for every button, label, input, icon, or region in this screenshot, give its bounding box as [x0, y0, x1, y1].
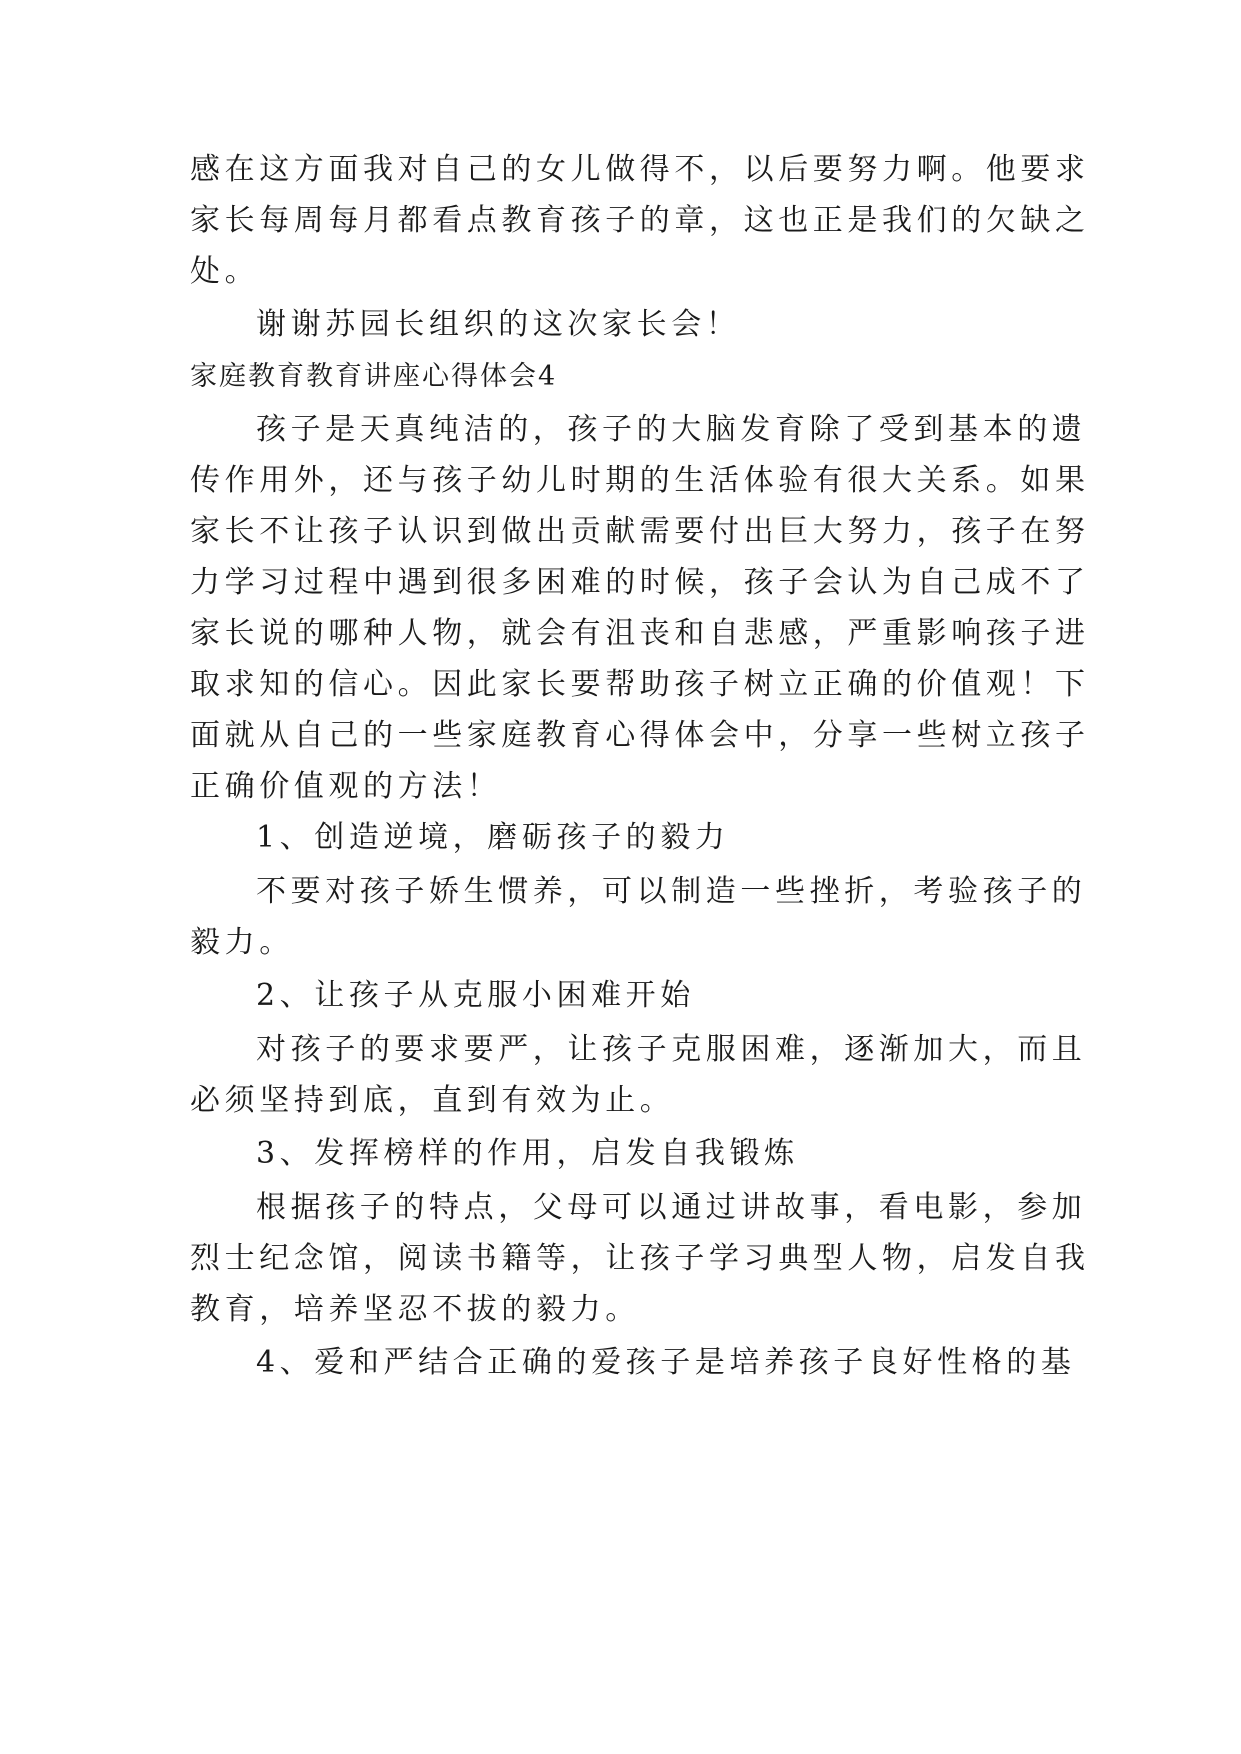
text-line: 家长不让孩子认识到做出贡献需要付出巨大努力，孩子在努 — [190, 514, 1090, 549]
text-line: 孩子是天真纯洁的，孩子的大脑发育除了受到基本的遗 — [256, 412, 1087, 447]
text-line: 处。 — [190, 254, 260, 289]
text-line: 对孩子的要求要严，让孩子克服困难，逐渐加大，而且 — [256, 1032, 1087, 1067]
list-item-heading: 4、爱和严结合正确的爱孩子是培养孩子良好性格的基 — [256, 1345, 1076, 1380]
list-item-heading: 1、创造逆境，磨砺孩子的毅力 — [256, 820, 730, 855]
text-line: 家长每周每月都看点教育孩子的章，这也正是我们的欠缺之 — [190, 203, 1090, 238]
section-heading: 家庭教育教育讲座心得体会4 — [190, 361, 558, 392]
text-line: 力学习过程中遇到很多困难的时候，孩子会认为自己成不了 — [190, 565, 1090, 600]
text-line: 正确价值观的方法！ — [190, 769, 502, 804]
text-line: 根据孩子的特点，父母可以通过讲故事，看电影，参加 — [256, 1190, 1087, 1225]
text-line: 面就从自己的一些家庭教育心得体会中，分享一些树立孩子 — [190, 718, 1090, 753]
text-line: 传作用外，还与孩子幼儿时期的生活体验有很大关系。如果 — [190, 463, 1090, 498]
text-line: 取求知的信心。因此家长要帮助孩子树立正确的价值观！下 — [190, 667, 1090, 702]
list-item-heading: 2、让孩子从克服小困难开始 — [256, 978, 695, 1013]
text-line: 家长说的哪种人物，就会有沮丧和自悲感，严重影响孩子进 — [190, 616, 1090, 651]
text-line: 感在这方面我对自己的女儿做得不，以后要努力啊。他要求 — [190, 152, 1090, 187]
list-item-heading: 3、发挥榜样的作用，启发自我锻炼 — [256, 1136, 799, 1171]
text-line: 教育，培养坚忍不拔的毅力。 — [190, 1292, 640, 1327]
text-line: 烈士纪念馆，阅读书籍等，让孩子学习典型人物，启发自我 — [190, 1241, 1090, 1276]
text-line: 不要对孩子娇生惯养，可以制造一些挫折，考验孩子的 — [256, 874, 1087, 909]
text-line: 毅力。 — [190, 925, 294, 960]
text-line: 谢谢苏园长组织的这次家长会！ — [256, 307, 741, 342]
text-line: 必须坚持到底，直到有效为止。 — [190, 1083, 675, 1118]
